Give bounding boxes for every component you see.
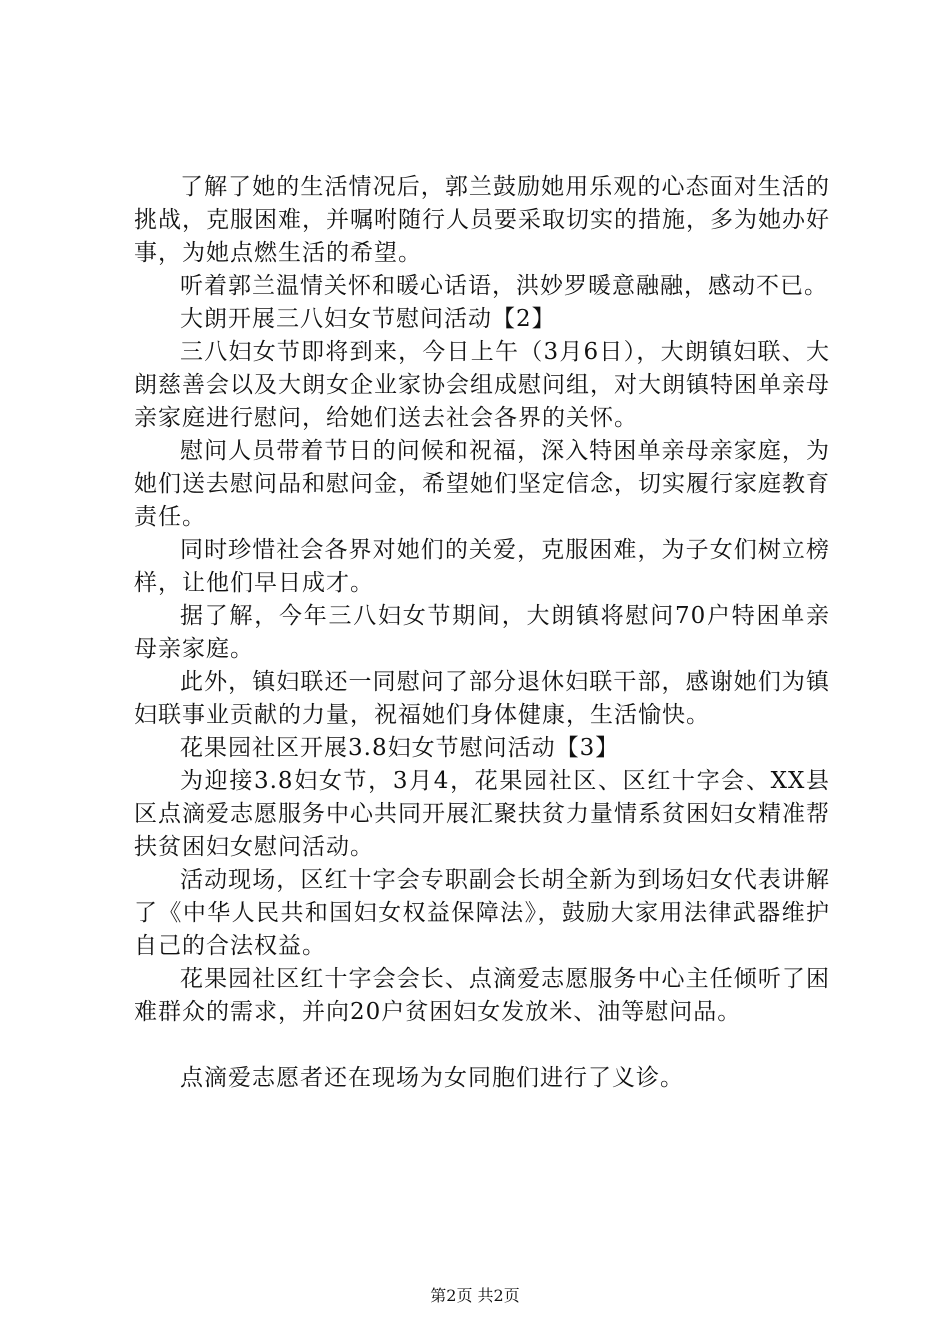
paragraph: 据了解，今年三八妇女节期间，大朗镇将慰问70户特困单亲母亲家庭。 xyxy=(134,603,830,662)
paragraph: 活动现场，区红十字会专职副会长胡全新为到场妇女代表讲解了《中华人民共和国妇女权益保障法》，鼓励大家用法律武器维护自己的合法权益。 xyxy=(134,867,830,959)
paragraph: 听着郭兰温情关怀和暖心话语，洪妙罗暖意融融，感动不已。 xyxy=(180,273,828,299)
paragraph: 此外，镇妇联还一同慰问了部分退休妇联干部，感谢她们为镇妇联事业贡献的力量，祝福她们身体健康，生活愉快。 xyxy=(134,669,830,728)
paragraph: 三八妇女节即将到来，今日上午（3月6日），大朗镇妇联、大朗慈善会以及大朗女企业家协会组成慰问组，对大朗镇特困单亲母亲家庭进行慰问，给她们送去社会各界的关怀。 xyxy=(134,339,830,431)
section-heading: 大朗开展三八妇女节慰问活动【2】 xyxy=(180,306,556,332)
page-number-footer: 第2页 共2页 xyxy=(430,1286,520,1305)
paragraph: 为迎接3.8妇女节，3月4，花果园社区、区红十字会、XX县区点滴爱志愿服务中心共同开展汇聚扶贫力量情系贫困妇女精准帮扶贫困妇女慰问活动。 xyxy=(134,768,830,860)
paragraph: 了解了她的生活情况后，郭兰鼓励她用乐观的心态面对生活的挑战，克服困难，并嘱咐随行人员要采取切实的措施，多为她办好事，为她点燃生活的希望。 xyxy=(134,174,830,266)
paragraph: 点滴爱志愿者还在现场为女同胞们进行了义诊。 xyxy=(180,1065,684,1091)
paragraph: 花果园社区红十字会会长、点滴爱志愿服务中心主任倾听了困难群众的需求，并向20户贫困妇女发放米、油等慰问品。 xyxy=(134,966,830,1025)
document-body xyxy=(134,171,830,1095)
section-heading: 花果园社区开展3.8妇女节慰问活动【3】 xyxy=(180,735,620,761)
paragraph: 同时珍惜社会各界对她们的关爱，克服困难，为子女们树立榜样，让他们早日成才。 xyxy=(134,537,830,596)
paragraph: 慰问人员带着节日的问候和祝福，深入特困单亲母亲家庭，为她们送去慰问品和慰问金，希望她们坚定信念，切实履行家庭教育责任。 xyxy=(134,438,830,530)
